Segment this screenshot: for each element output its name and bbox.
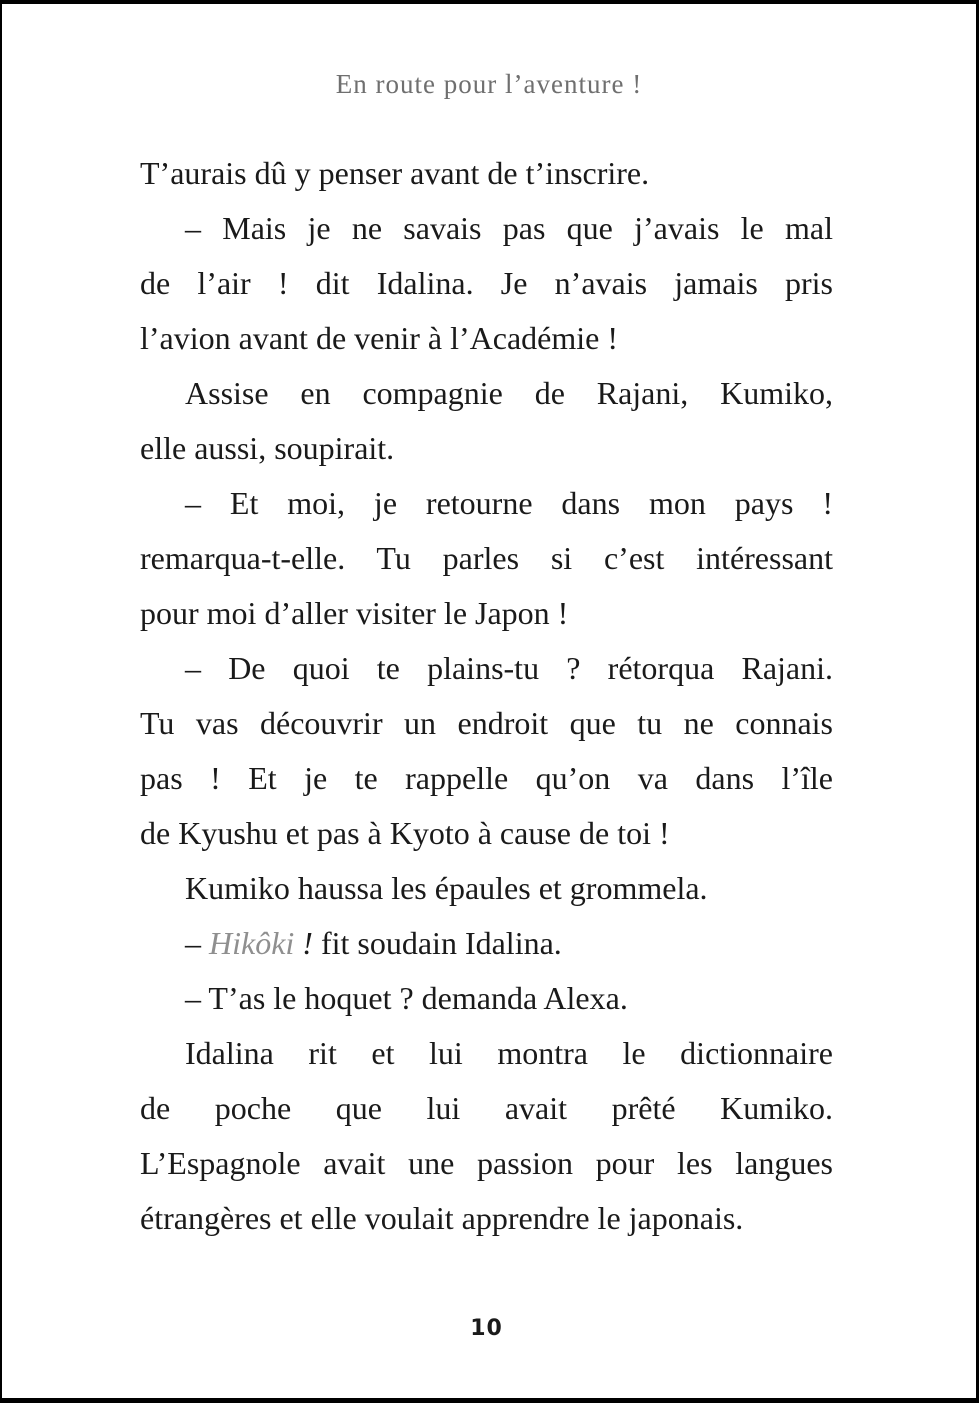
text-segment: étrangères et elle voulait apprendre le japonais. <box>140 1200 744 1236</box>
text-line <box>140 1081 833 1136</box>
text-segment: – <box>185 925 209 961</box>
text-segment: – De quoi te plains-tu ? rétorqua Rajani. <box>185 650 833 686</box>
text-line <box>140 146 833 201</box>
text-line <box>140 696 833 751</box>
text-segment: fit soudain Idalina. <box>312 925 562 961</box>
text-segment: elle aussi, soupirait. <box>140 430 395 466</box>
text-segment: Tu vas découvrir un endroit que tu ne connais <box>140 705 833 741</box>
text-line <box>140 476 833 531</box>
page-text <box>140 146 833 1246</box>
text-segment: – Et moi, je retourne dans mon pays ! <box>185 485 833 521</box>
text-line <box>140 1191 833 1246</box>
text-segment: Idalina rit et lui montra le dictionnaire <box>185 1035 833 1071</box>
text-line <box>140 971 833 1026</box>
page-number: 10 <box>470 1316 503 1341</box>
text-segment: T’aurais dû y penser avant de t’inscrire. <box>140 155 650 191</box>
text-line <box>140 366 833 421</box>
text-segment: remarqua-t-elle. Tu parles si c’est intéressant <box>140 540 833 576</box>
text-line <box>140 586 833 641</box>
text-segment: Assise en compagnie de Rajani, Kumiko, <box>185 375 833 411</box>
text-line <box>140 421 833 476</box>
text-line <box>140 201 833 256</box>
text-segment: Kumiko haussa les épaules et grommela. <box>185 870 708 906</box>
text-line <box>140 641 833 696</box>
text-line <box>140 861 833 916</box>
text-segment: ! <box>294 925 313 961</box>
text-segment: – T’as le hoquet ? demanda Alexa. <box>185 980 628 1016</box>
text-line <box>140 256 833 311</box>
text-segment: – Mais je ne savais pas que j’avais le mal <box>185 210 833 246</box>
foreign-word: Hikôki <box>209 925 295 961</box>
text-line <box>140 531 833 586</box>
text-segment: L’Espagnole avait une passion pour les langues <box>140 1145 833 1181</box>
text-line <box>140 311 833 366</box>
text-segment: l’avion avant de venir à l’Académie ! <box>140 320 618 356</box>
text-segment: de poche que lui avait prêté Kumiko. <box>140 1090 833 1126</box>
text-segment: de l’air ! dit Idalina. Je n’avais jamais pris <box>140 265 833 301</box>
text-line <box>140 1026 833 1081</box>
text-line <box>140 806 833 861</box>
text-segment: de Kyushu et pas à Kyoto à cause de toi ! <box>140 815 670 851</box>
text-line <box>140 916 833 971</box>
running-header: En route pour l’aventure ! <box>335 69 643 99</box>
text-segment: pour moi d’aller visiter le Japon ! <box>140 595 569 631</box>
text-line <box>140 751 833 806</box>
text-line <box>140 1136 833 1191</box>
text-segment: pas ! Et je te rappelle qu’on va dans l’île <box>140 760 833 796</box>
